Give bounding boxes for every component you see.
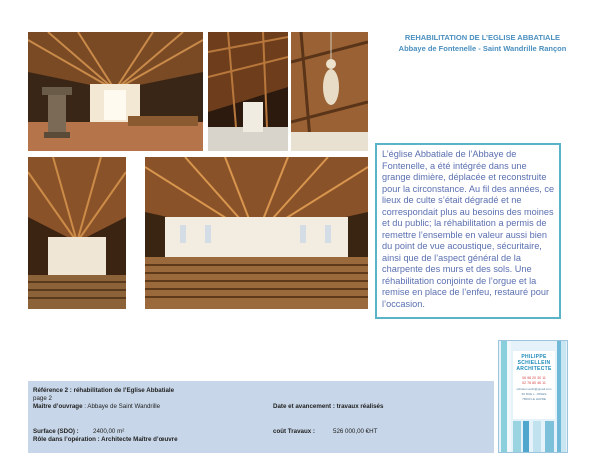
- cost-label: coût Travaux :: [273, 428, 315, 435]
- reference-label: Référence 2 : réhabilitation de l’Eglise Abbatiale: [33, 387, 175, 394]
- role-label: Rôle dans l’opération : Architecte Maître d’œuvre: [33, 436, 178, 443]
- logo-profession: ARCHITECTE: [516, 366, 552, 372]
- logo-name-first: PHILIPPE: [521, 354, 547, 360]
- photo-side-nave: [28, 157, 126, 309]
- photo-interior-beams: [208, 32, 288, 151]
- logo-address-2: 76600 LE HAVRE: [522, 397, 546, 401]
- photo-nave-font: [28, 32, 203, 151]
- logo-phone-2: 02 76 80 46 11: [522, 381, 546, 385]
- owner-label: Maître d’ouvrage: [33, 403, 83, 410]
- cost-value: 526 000,00 €HT: [333, 428, 378, 435]
- page-title: REHABILITATION DE L’EGLISE ABBATIALE: [404, 33, 561, 42]
- architect-logo: [498, 340, 568, 453]
- photo-nave-benches: [145, 157, 368, 309]
- description-text: L’église Abbatiale de l’Abbaye de Fontenelle, a été intégrée dans une grange dimière, déplacée et reconstruite pour la circonstance. Au fil des années, ce lieux de culte s’était dégradé et ne correspondait plus au besoins des moines et du public; la réhabilitation a permis de remettre l’ensemble en valeur aussi bien du point de vue acoustique, sécuritaire, ainsi que de l’aspect général de la charpente des murs et des sols. Une réhabilitation conjointe de l’orgue et la remise en place de l’enfeu, restauré pour l’occasion.: [382, 149, 555, 309]
- logo-phone-1: 06 98 20 30 11: [522, 376, 546, 380]
- date-label: Date et avancement : travaux réalisés: [273, 403, 384, 410]
- logo-email: schielen.archi@gmail.com: [516, 387, 552, 391]
- page-subtitle: Abbaye de Fontenelle - Saint Wandrille Rançon: [398, 44, 567, 53]
- project-info-bar: [28, 381, 494, 453]
- page-number: page 2: [33, 395, 52, 402]
- owner-line: [33, 403, 160, 410]
- logo-address-1: 60 RUE L. JONES: [521, 392, 547, 396]
- owner-value: : Abbaye de Saint Wandrille: [82, 403, 161, 410]
- surface-label: Surface (SDO) :: [33, 428, 79, 435]
- photo-statue: [291, 32, 368, 151]
- surface-value: 2400,00 m²: [93, 428, 125, 435]
- header: [380, 32, 585, 54]
- logo-name-last: SCHIELLEIN: [517, 360, 551, 366]
- description-box: [375, 143, 561, 319]
